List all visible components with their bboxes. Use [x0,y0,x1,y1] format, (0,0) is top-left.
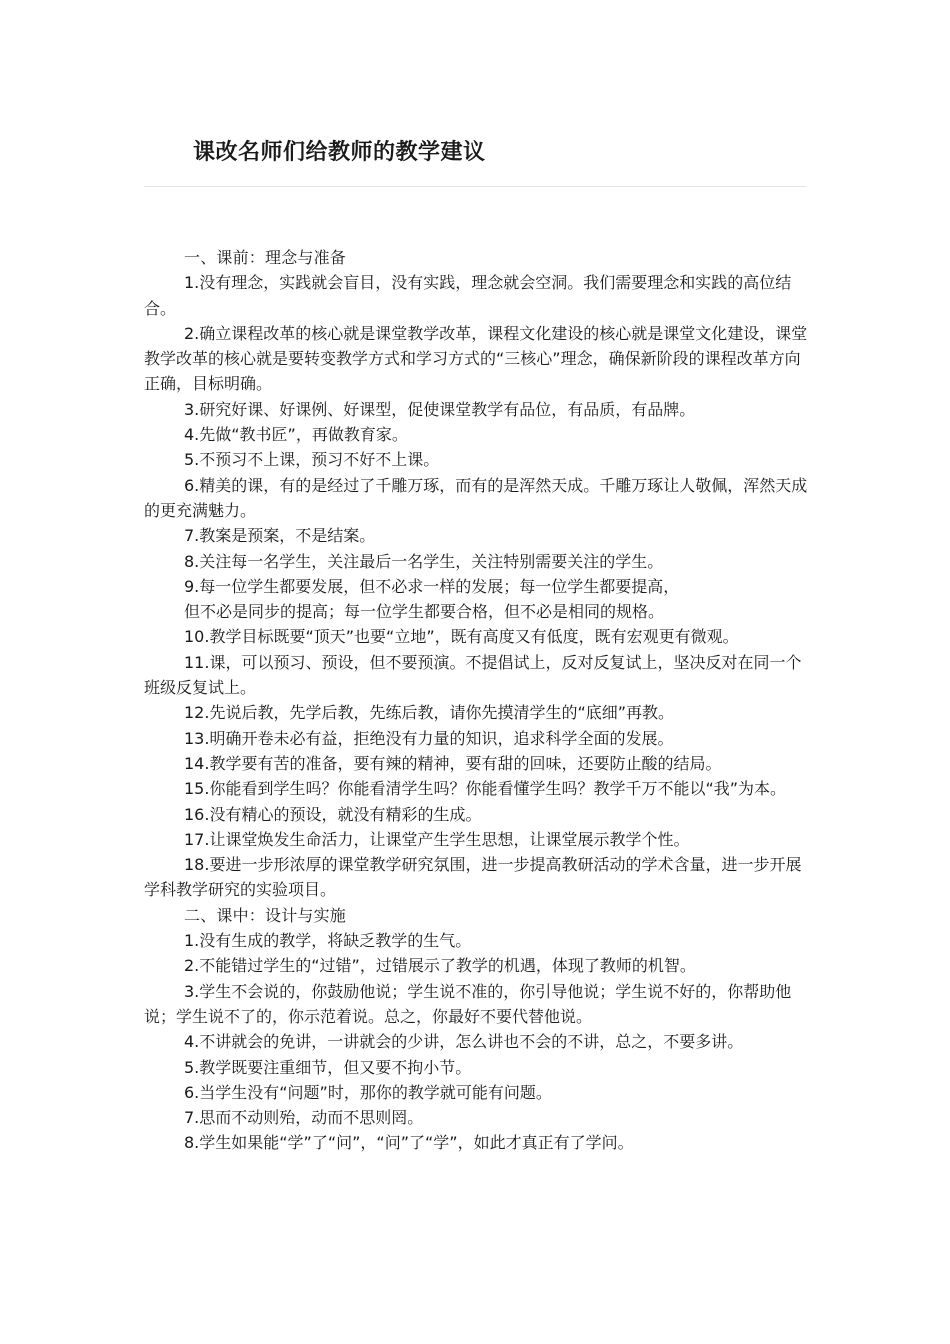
advice-item: 5.教学既要注重细节，但又要不拘小节。 [184,1057,472,1077]
title-divider [144,186,806,187]
advice-item-continuation: 但不必是同步的提高；每一位学生都要合格，但不必是相同的规格。 [184,602,665,622]
advice-item: 4.先做“教书匠”，再做教育家。 [184,425,408,445]
advice-item: 15.你能看到学生吗？你能看清学生吗？你能看懂学生吗？教学千万不能以“我”为本。 [184,779,787,799]
advice-item: 16.没有精心的预设，就没有精彩的生成。 [184,804,482,824]
advice-item: 9.每一位学生都要发展，但不必求一样的发展；每一位学生都要提高， [184,576,680,596]
advice-item: 18.要进一步形浓厚的课堂教学研究氛围，进一步提高教研活动的学术含量，进一步开展学科教学研究的实验项目。 [144,855,802,900]
advice-item: 6.当学生没有“问题”时，那你的教学就可能有问题。 [184,1082,552,1102]
section-heading: 一、课前：理念与准备 [184,248,347,267]
advice-item: 11.课，可以预习、预设，但不要预演。不提倡试上，反对反复试上，坚决反对在同一个班级反复试上。 [144,652,802,698]
advice-item: 12.先说后教，先学后教，先练后教，请你先摸清学生的“底细”再教。 [184,703,675,723]
advice-item: 1.没有理念，实践就会盲目，没有实践，理念就会空洞。我们需要理念和实践的高位结合。 [144,273,792,318]
advice-item: 10.教学目标既要“顶天”也要“立地”，既有高度又有低度，既有宏观更有微观。 [184,627,739,647]
advice-item: 7.教案是预案，不是结案。 [184,526,376,546]
document-body [144,245,812,1156]
advice-item: 6.精美的课，有的是经过了千雕万琢，而有的是浑然天成。千雕万琢让人敬佩，浑然天成的更充满魅力。 [144,475,808,520]
document-title: 课改名师们给教师的教学建议 [193,140,486,165]
advice-item: 8.学生如果能“学”了“问”，“问”了“学”，如此才真正有了学问。 [184,1133,634,1153]
advice-item: 8.关注每一名学生，关注最后一名学生，关注特别需要关注的学生。 [184,551,664,571]
advice-item: 2.确立课程改革的核心就是课堂教学改革，课程文化建设的核心就是课堂文化建设，课堂教学改革的核心就是要转变教学方式和学习方式的“三核心”理念，确保新阶段的课程改革方向正确，目标明确。 [144,323,808,394]
advice-item: 2.不能错过学生的“过错”，过错展示了教学的机遇，体现了教师的机智。 [184,956,696,976]
advice-item: 5.不预习不上课，预习不好不上课。 [184,450,440,470]
advice-item: 13.明确开卷未必有益，拒绝没有力量的知识，追求科学全面的发展。 [184,728,674,748]
advice-item: 14.教学要有苦的准备，要有辣的精神，要有甜的回味，还要防止酸的结局。 [184,753,722,773]
advice-item: 4.不讲就会的免讲，一讲就会的少讲，怎么讲也不会的不讲，总之，不要多讲。 [184,1032,744,1052]
section-heading: 二、课中：设计与实施 [184,905,347,925]
advice-item: 7.思而不动则殆，动而不思则罔。 [184,1108,424,1128]
advice-item: 17.让课堂焕发生命活力，让课堂产生学生思想，让课堂展示教学个性。 [184,829,690,849]
advice-item: 3.学生不会说的，你鼓励他说；学生说不准的，你引导他说；学生说不好的，你帮助他说；学生说不了的，你示范着说。总之，你最好不要代替他说。 [144,981,792,1026]
advice-item: 3.研究好课、好课例、好课型，促使课堂教学有品位，有品质，有品牌。 [184,399,696,419]
advice-item: 1.没有生成的教学，将缺乏教学的生气。 [184,931,472,951]
